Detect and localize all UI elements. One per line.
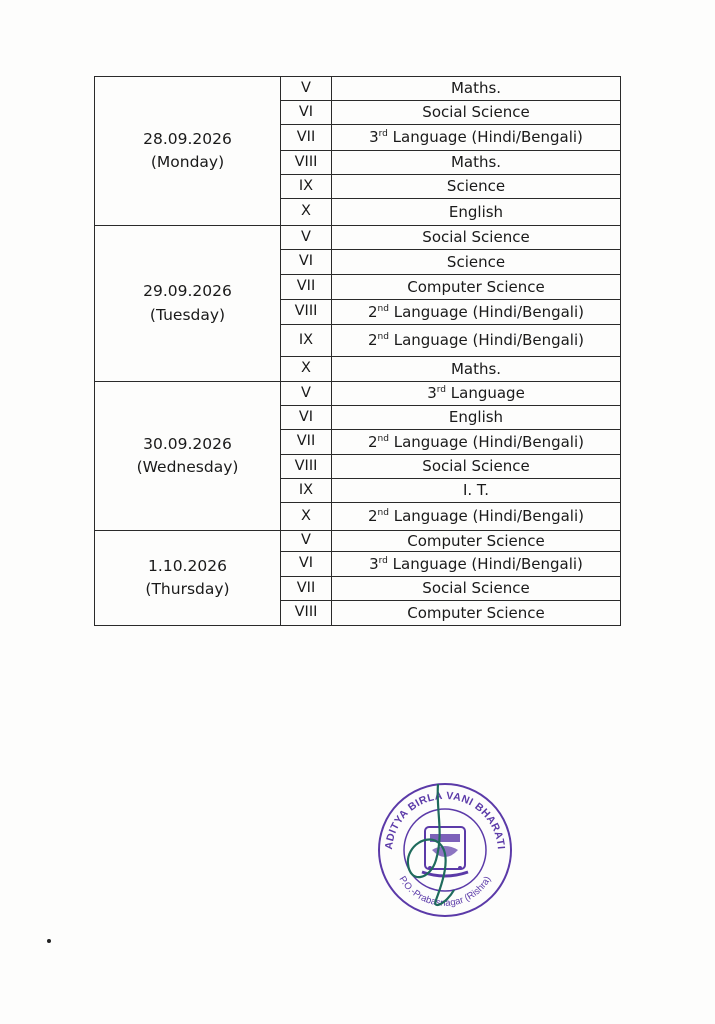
subject-cell: Social Science [332, 455, 621, 479]
subject-cell: Computer Science [332, 601, 621, 626]
subject-cell: Science [332, 175, 621, 199]
exam-date: 30.09.2026 [143, 434, 232, 453]
class-cell: VIII [281, 455, 332, 479]
subject-cell: Computer Science [332, 531, 621, 552]
subject-ordinal: 2 [367, 331, 378, 350]
subject-ordinal: 2 [367, 432, 378, 451]
date-cell [95, 226, 281, 382]
school-stamp [370, 772, 520, 922]
table-row [95, 531, 621, 552]
subject-rest: Language (Hindi/Bengali) [388, 302, 584, 321]
stamp-top-text: ADITYA BIRLA VANI BHARATI [382, 789, 507, 851]
class-cell: VIII [281, 151, 332, 175]
exam-date: 1.10.2026 [148, 556, 227, 575]
class-cell: VI [281, 250, 332, 275]
subject-cell: Maths. [332, 357, 621, 382]
class-cell: VI [281, 552, 332, 577]
subject-ordinal-suffix: nd [377, 433, 389, 444]
class-cell: IX [281, 479, 332, 503]
subject-cell [332, 430, 621, 455]
stamp-bottom-text: P.O.-Prabasnagar (Rishra) [396, 874, 494, 909]
exam-date: 29.09.2026 [143, 282, 232, 301]
class-cell: VII [281, 430, 332, 455]
subject-ordinal: 3 [427, 384, 437, 403]
exam-day: (Thursday) [145, 580, 230, 598]
class-cell: VII [281, 125, 332, 151]
class-cell: X [281, 199, 332, 226]
exam-schedule-table [94, 76, 621, 626]
subject-cell [332, 503, 621, 531]
subject-rest: Language (Hindi/Bengali) [387, 128, 583, 147]
class-cell: V [281, 382, 332, 406]
class-cell: VII [281, 577, 332, 601]
exam-day: (Monday) [150, 153, 225, 171]
subject-rest: Language (Hindi/Bengali) [388, 507, 584, 526]
subject-ordinal-suffix: rd [378, 129, 388, 140]
table-row [95, 77, 621, 101]
subject-ordinal-suffix: rd [378, 555, 388, 566]
exam-day: (Tuesday) [149, 305, 226, 324]
subject-cell: I. T. [332, 479, 621, 503]
subject-ordinal: 2 [367, 507, 378, 526]
subject-cell: Social Science [332, 226, 621, 250]
subject-ordinal: 3 [369, 128, 379, 147]
subject-rest: Language [446, 384, 525, 403]
class-cell: VI [281, 406, 332, 430]
stray-dot [47, 939, 51, 943]
subject-ordinal-suffix: nd [377, 303, 389, 314]
subject-cell [332, 552, 621, 577]
class-cell: X [281, 357, 332, 382]
table-row [95, 382, 621, 406]
exam-schedule-body [95, 77, 621, 626]
class-cell: VI [281, 101, 332, 125]
class-cell: VIII [281, 300, 332, 325]
subject-ordinal: 3 [369, 554, 379, 573]
class-cell: X [281, 503, 332, 531]
subject-cell [332, 382, 621, 406]
subject-cell: Computer Science [332, 275, 621, 300]
subject-ordinal-suffix: nd [377, 508, 389, 519]
exam-day: (Wednesday) [136, 458, 239, 476]
subject-rest: Language (Hindi/Bengali) [387, 554, 583, 573]
subject-cell [332, 125, 621, 151]
subject-cell: Social Science [332, 101, 621, 125]
class-cell: V [281, 77, 332, 101]
class-cell: V [281, 531, 332, 552]
class-cell: VII [281, 275, 332, 300]
subject-rest: Language (Hindi/Bengali) [388, 432, 584, 451]
exam-date: 28.09.2026 [143, 129, 232, 148]
table-row [95, 226, 621, 250]
subject-ordinal-suffix: nd [377, 332, 389, 343]
date-cell [95, 77, 281, 226]
subject-cell: English [332, 406, 621, 430]
date-cell [95, 531, 281, 626]
class-cell: V [281, 226, 332, 250]
date-cell [95, 382, 281, 531]
subject-cell: English [332, 199, 621, 226]
class-cell: IX [281, 325, 332, 357]
subject-cell: Maths. [332, 77, 621, 101]
subject-cell: Science [332, 250, 621, 275]
subject-ordinal-suffix: rd [436, 385, 446, 396]
subject-cell: Maths. [332, 151, 621, 175]
subject-cell [332, 325, 621, 357]
class-cell: IX [281, 175, 332, 199]
class-cell: VIII [281, 601, 332, 626]
subject-ordinal: 2 [367, 302, 378, 321]
subject-cell [332, 300, 621, 325]
subject-cell: Social Science [332, 577, 621, 601]
subject-rest: Language (Hindi/Bengali) [388, 331, 584, 350]
